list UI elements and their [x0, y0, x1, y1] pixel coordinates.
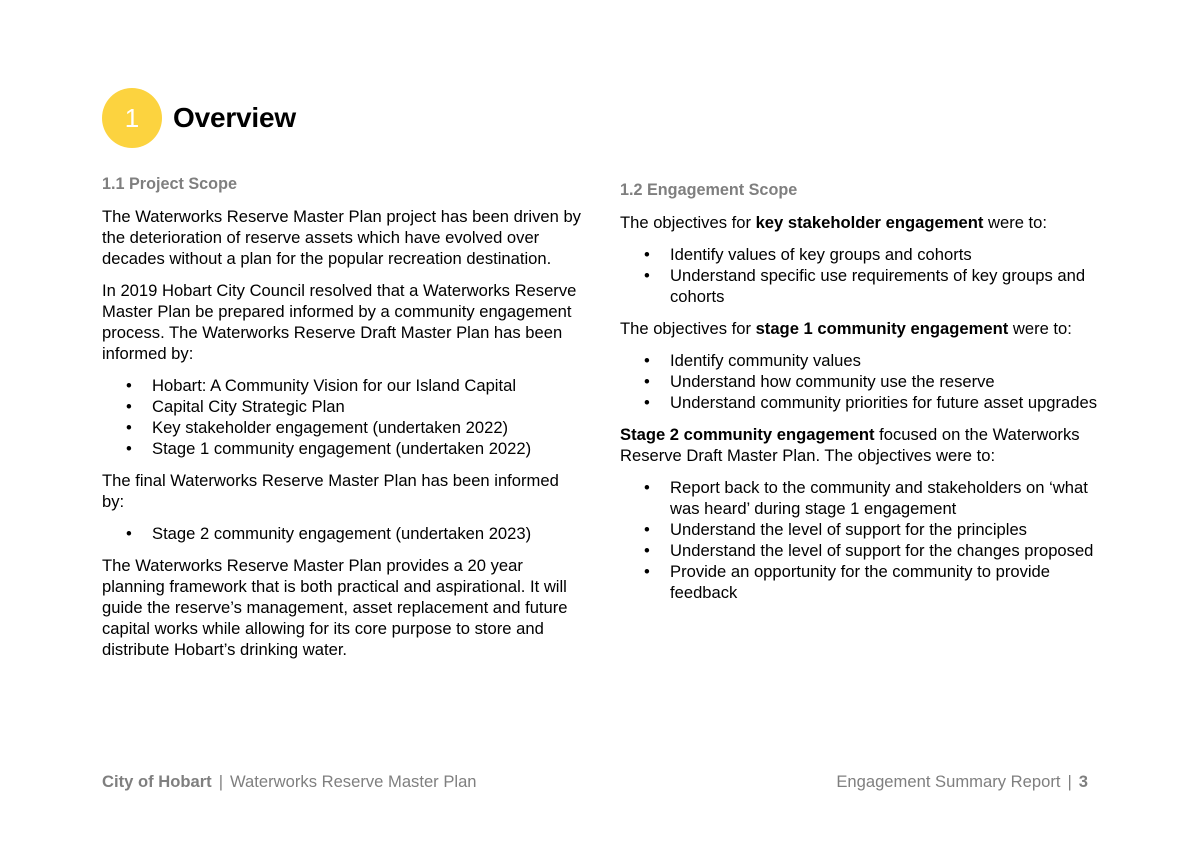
list-item: • Identify values of key groups and cohorts	[620, 244, 1100, 265]
project-scope-column	[102, 174, 582, 671]
page-number: 3	[1078, 772, 1088, 791]
list-item: • Stage 1 community engagement (undertaken 2022)	[102, 438, 582, 459]
footer-left	[102, 771, 477, 792]
list-item: • Understand the level of support for the principles	[620, 519, 1100, 540]
section-heading	[102, 88, 296, 148]
intro-text: were to:	[983, 213, 1048, 232]
list-item: • Understand community priorities for future asset upgrades	[620, 392, 1100, 413]
list-item: • Report back to the community and stakeholders on ‘what was heard’ during stage 1 engagement	[620, 477, 1100, 519]
objectives-intro	[620, 424, 1100, 466]
final-informed-by-list	[102, 523, 582, 544]
list-item: • Understand the level of support for the changes proposed	[620, 540, 1100, 561]
intro-emphasis: Stage 2 community engagement	[620, 425, 875, 444]
footer-separator: |	[218, 772, 224, 791]
intro-emphasis: stage 1 community engagement	[755, 319, 1009, 338]
objectives-intro	[620, 212, 1100, 233]
section-title: Overview	[173, 102, 296, 133]
intro-text: focused on the Waterworks Reserve Draft Master Plan. The objectives were to:	[620, 425, 1080, 465]
paragraph: The Waterworks Reserve Master Plan provides a 20 year planning framework that is both practical and aspirational. It will guide the reserve’s management, asset replacement and future capital works while allowing for its core purpose to store and distribute Hobart’s drinking water.	[102, 556, 568, 659]
intro-text: The objectives for	[620, 213, 756, 232]
paragraph: In 2019 Hobart City Council resolved that a Waterworks Reserve Master Plan be prepared informed by a community engagement process. The Waterworks Reserve Draft Master Plan has been informed by:	[102, 281, 577, 363]
footer-org: City of Hobart	[102, 772, 212, 791]
stakeholder-objectives-list	[620, 244, 1100, 307]
intro-text: were to:	[1008, 319, 1072, 338]
list-item: • Stage 2 community engagement (undertaken 2023)	[102, 523, 582, 544]
project-scope-heading: 1.1 Project Scope	[102, 175, 237, 193]
footer-right	[836, 771, 1088, 792]
list-item: • Hobart: A Community Vision for our Island Capital	[102, 375, 582, 396]
stage2-objectives-list	[620, 477, 1100, 603]
section-number-badge: 1	[102, 88, 162, 148]
list-item: • Key stakeholder engagement (undertaken 2022)	[102, 417, 582, 438]
list-item: • Identify community values	[620, 350, 1100, 371]
footer-separator: |	[1067, 772, 1072, 791]
engagement-scope-column	[620, 180, 1100, 614]
footer-report: Engagement Summary Report	[836, 772, 1061, 791]
objectives-intro	[620, 318, 1100, 339]
list-item: • Capital City Strategic Plan	[102, 396, 582, 417]
list-item: • Understand specific use requirements of key groups and cohorts	[620, 265, 1100, 307]
paragraph: The final Waterworks Reserve Master Plan has been informed by:	[102, 471, 559, 511]
intro-emphasis: key stakeholder engagement	[755, 213, 984, 232]
paragraph: The Waterworks Reserve Master Plan project has been driven by the deterioration of reserve assets which have evolved over decades without a plan for the popular recreation destination.	[102, 207, 581, 268]
list-item: • Provide an opportunity for the community to provide feedback	[620, 561, 1100, 603]
informed-by-list	[102, 375, 582, 459]
footer-document: Waterworks Reserve Master Plan	[230, 772, 477, 791]
engagement-scope-heading: 1.2 Engagement Scope	[620, 181, 798, 199]
intro-text: The objectives for	[620, 319, 756, 338]
list-item: • Understand how community use the reserve	[620, 371, 1100, 392]
stage1-objectives-list	[620, 350, 1100, 413]
